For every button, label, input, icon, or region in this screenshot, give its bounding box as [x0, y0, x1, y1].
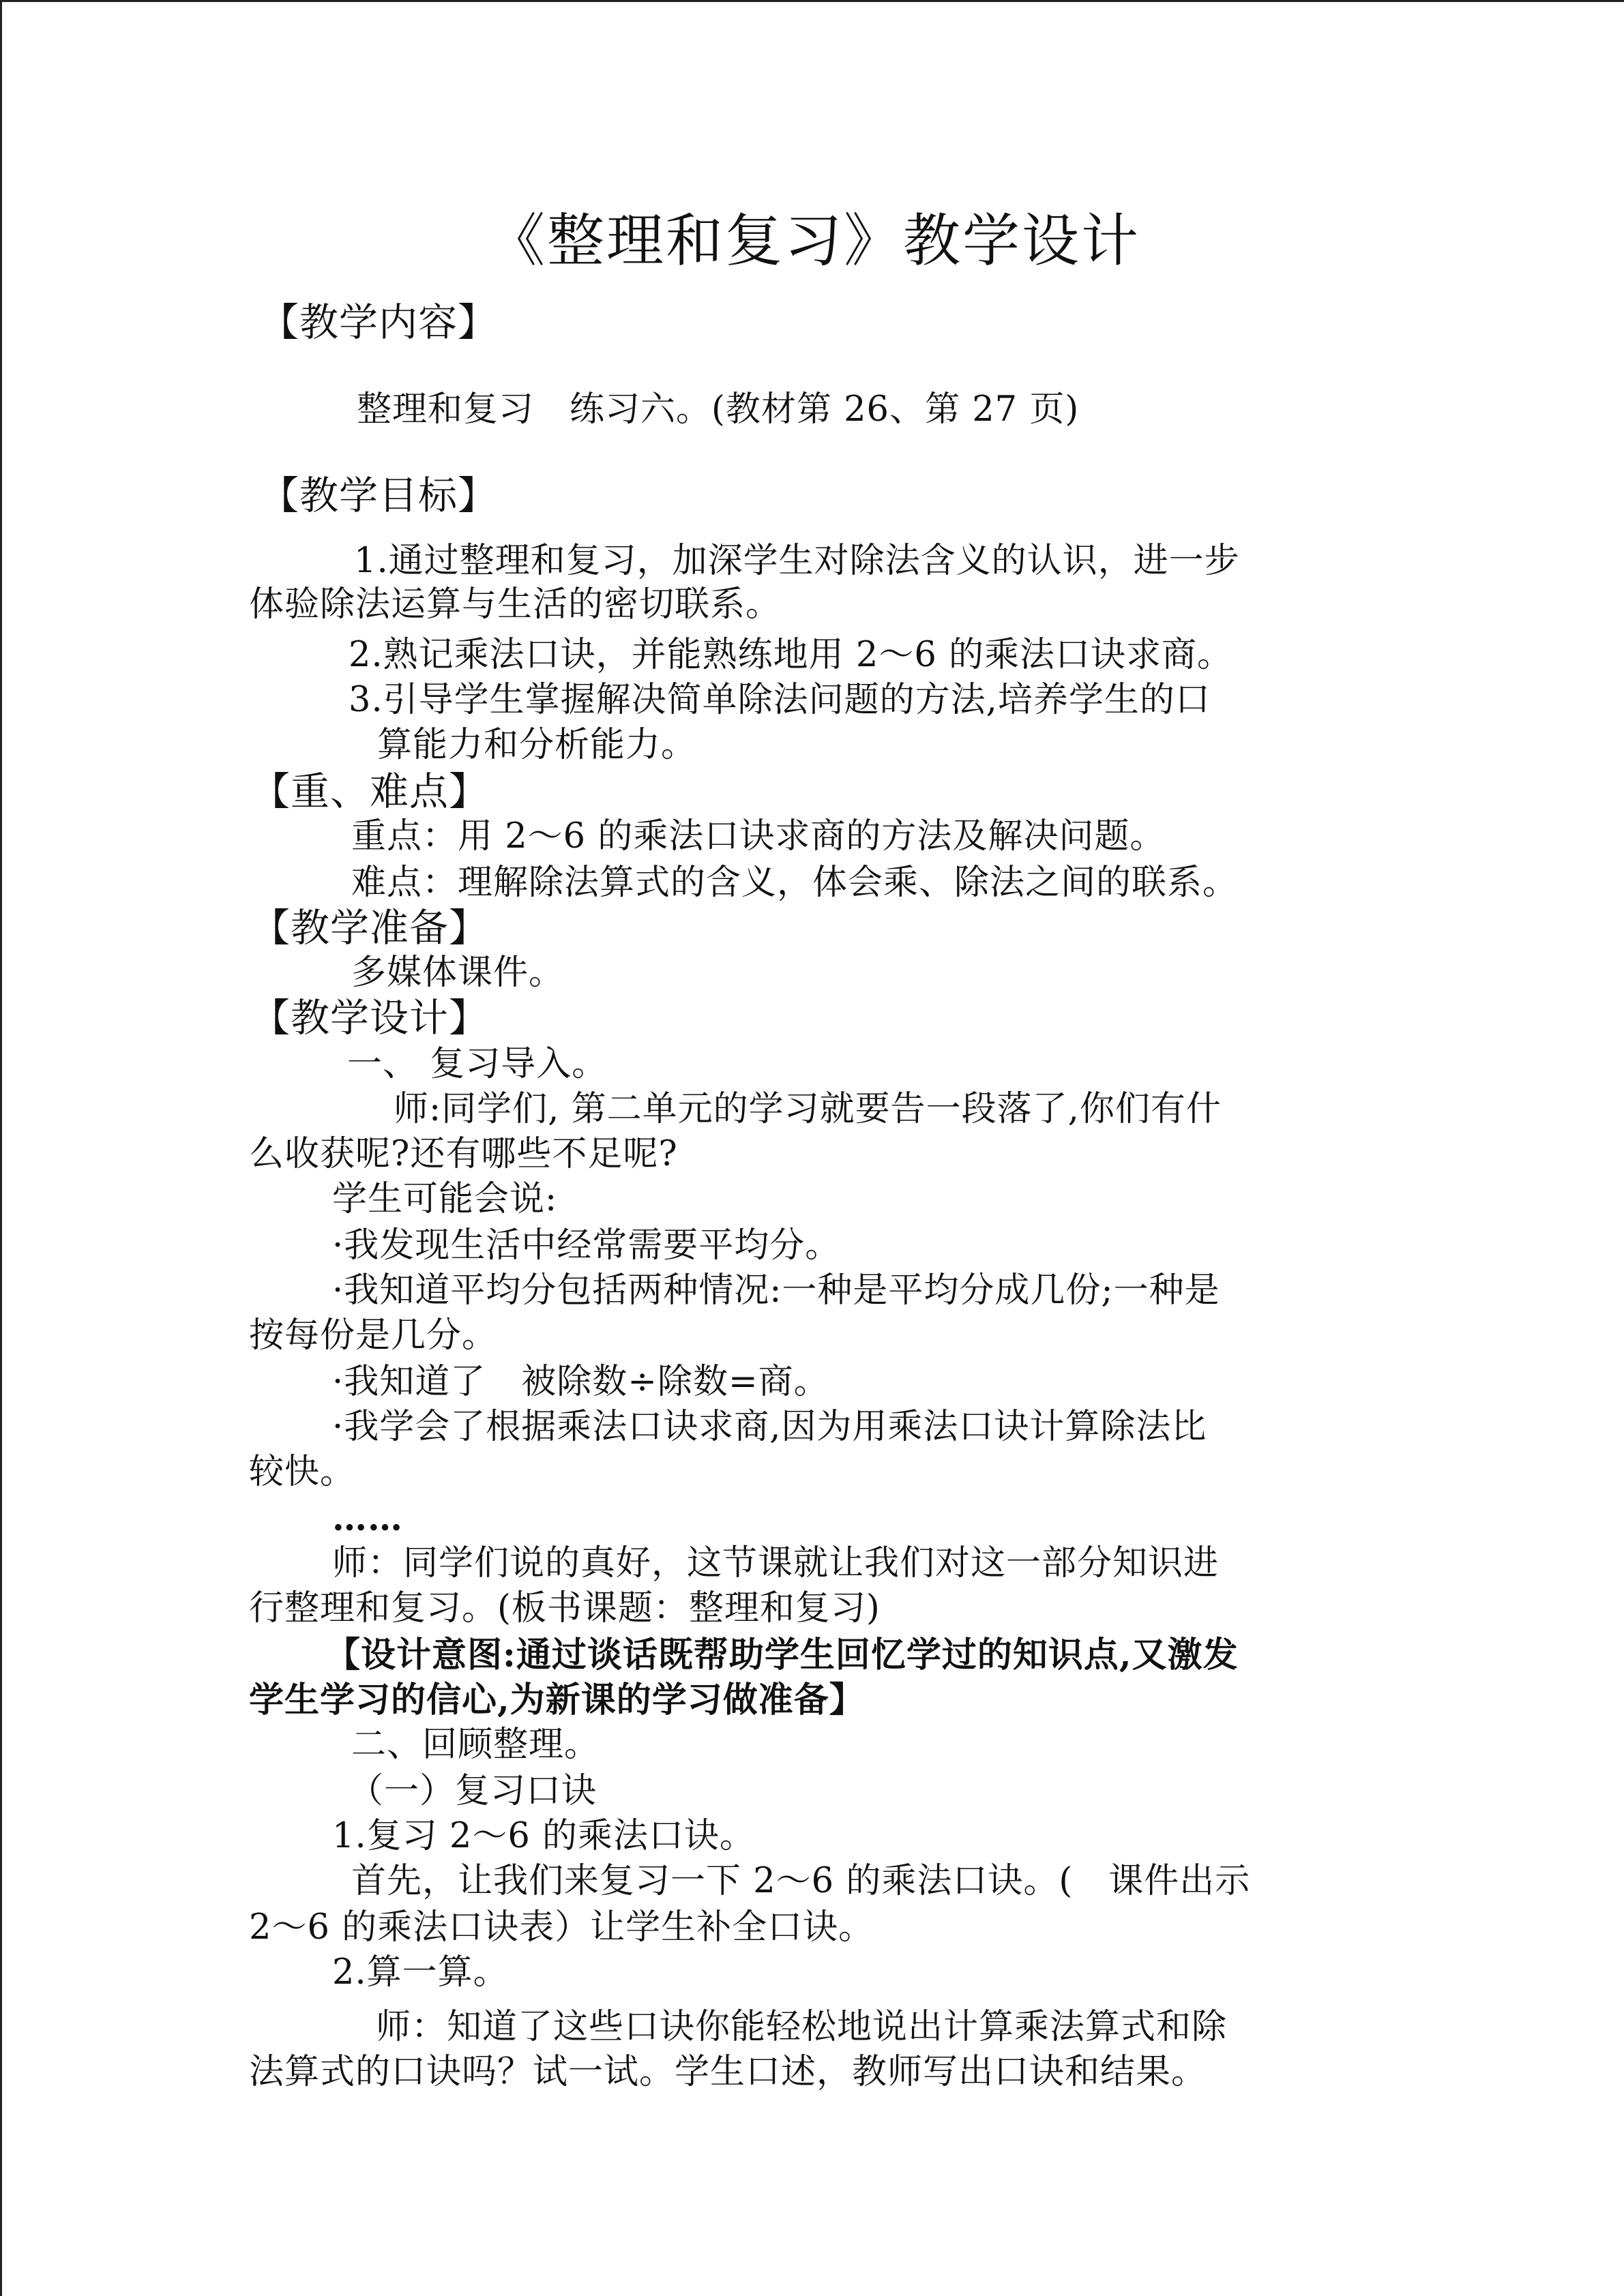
design-line-20: 2～6 的乘法口诀表）让学生补全口诀。 — [249, 1907, 874, 1948]
design-line-5: ·我发现生活中经常需要平均分。 — [332, 1225, 841, 1266]
design-line-16: 二、回顾整理。 — [351, 1725, 600, 1765]
goal-line-1: 1.通过整理和复习，加深学生对除法含义的认识，进一步 — [354, 541, 1240, 581]
design-intent-line-1: 【设计意图:通过谈话既帮助学生回忆学过的知识点,又激发 — [325, 1635, 1239, 1675]
design-line-8: ·我知道了 被除数÷除数=商。 — [332, 1362, 829, 1402]
design-line-23: 法算式的口诀吗？试一试。学生口述，教师写出口诀和结果。 — [249, 2052, 1207, 2092]
design-line-12: 师：同学们说的真好，这节课就让我们对这一部分知识进 — [332, 1543, 1220, 1583]
design-line-1: 一、 复习导入。 — [347, 1044, 608, 1084]
design-line-19: 首先，让我们来复习一下 2～6 的乘法口诀。( 课件出示 — [351, 1861, 1251, 1901]
heading-key-points: 【重、难点】 — [251, 769, 488, 814]
goal-line-3: 2.熟记乘法口诀，并能熟练地用 2～6 的乘法口诀求商。 — [349, 635, 1232, 675]
difficult-point-line: 难点：理解除法算式的含义，体会乘、除法之间的联系。 — [351, 863, 1239, 903]
heading-preparation: 【教学准备】 — [251, 906, 488, 951]
goal-line-2: 体验除法运算与生活的密切联系。 — [249, 584, 782, 625]
design-line-18: 1.复习 2～6 的乘法口诀。 — [332, 1816, 755, 1856]
design-line-6: ·我知道平均分包括两种情况:一种是平均分成几份;一种是 — [332, 1270, 1220, 1311]
design-line-11-ellipsis: …… — [332, 1498, 403, 1539]
heading-teaching-content: 【教学内容】 — [260, 300, 497, 345]
heading-teaching-goals: 【教学目标】 — [260, 473, 497, 518]
heading-teaching-design: 【教学设计】 — [251, 996, 488, 1041]
design-line-2: 师:同学们, 第二单元的学习就要告一段落了,你们有什 — [394, 1089, 1222, 1129]
design-line-13: 行整理和复习。(板书课题：整理和复习) — [249, 1588, 881, 1628]
design-line-7: 按每份是几分。 — [249, 1315, 498, 1356]
page-title: 《整理和复习》教学设计 — [487, 207, 1140, 274]
design-line-9: ·我学会了根据乘法口诀求商,因为用乘法口诀计算除法比 — [332, 1407, 1207, 1447]
design-line-21: 2.算一算。 — [332, 1952, 509, 1993]
design-line-3: 么收获呢?还有哪些不足呢? — [249, 1134, 678, 1174]
design-intent-line-2: 学生学习的信心,为新课的学习做准备】 — [249, 1680, 865, 1720]
goal-line-5: 算能力和分析能力。 — [377, 725, 697, 765]
design-line-17: （一）复习口诀 — [349, 1771, 597, 1811]
teaching-content-text: 整理和复习 练习六。(教材第 26、第 27 页) — [357, 389, 1080, 430]
design-line-4: 学生可能会说: — [332, 1179, 558, 1219]
design-line-10: 较快。 — [249, 1452, 356, 1492]
goal-line-4: 3.引导学生掌握解决简单除法问题的方法,培养学生的口 — [349, 680, 1211, 720]
preparation-text: 多媒体课件。 — [351, 953, 565, 993]
key-point-line: 重点：用 2～6 的乘法口诀求商的方法及解决问题。 — [351, 816, 1166, 856]
design-line-22: 师：知道了这些口诀你能轻松地说出计算乘法算式和除 — [376, 2007, 1228, 2047]
